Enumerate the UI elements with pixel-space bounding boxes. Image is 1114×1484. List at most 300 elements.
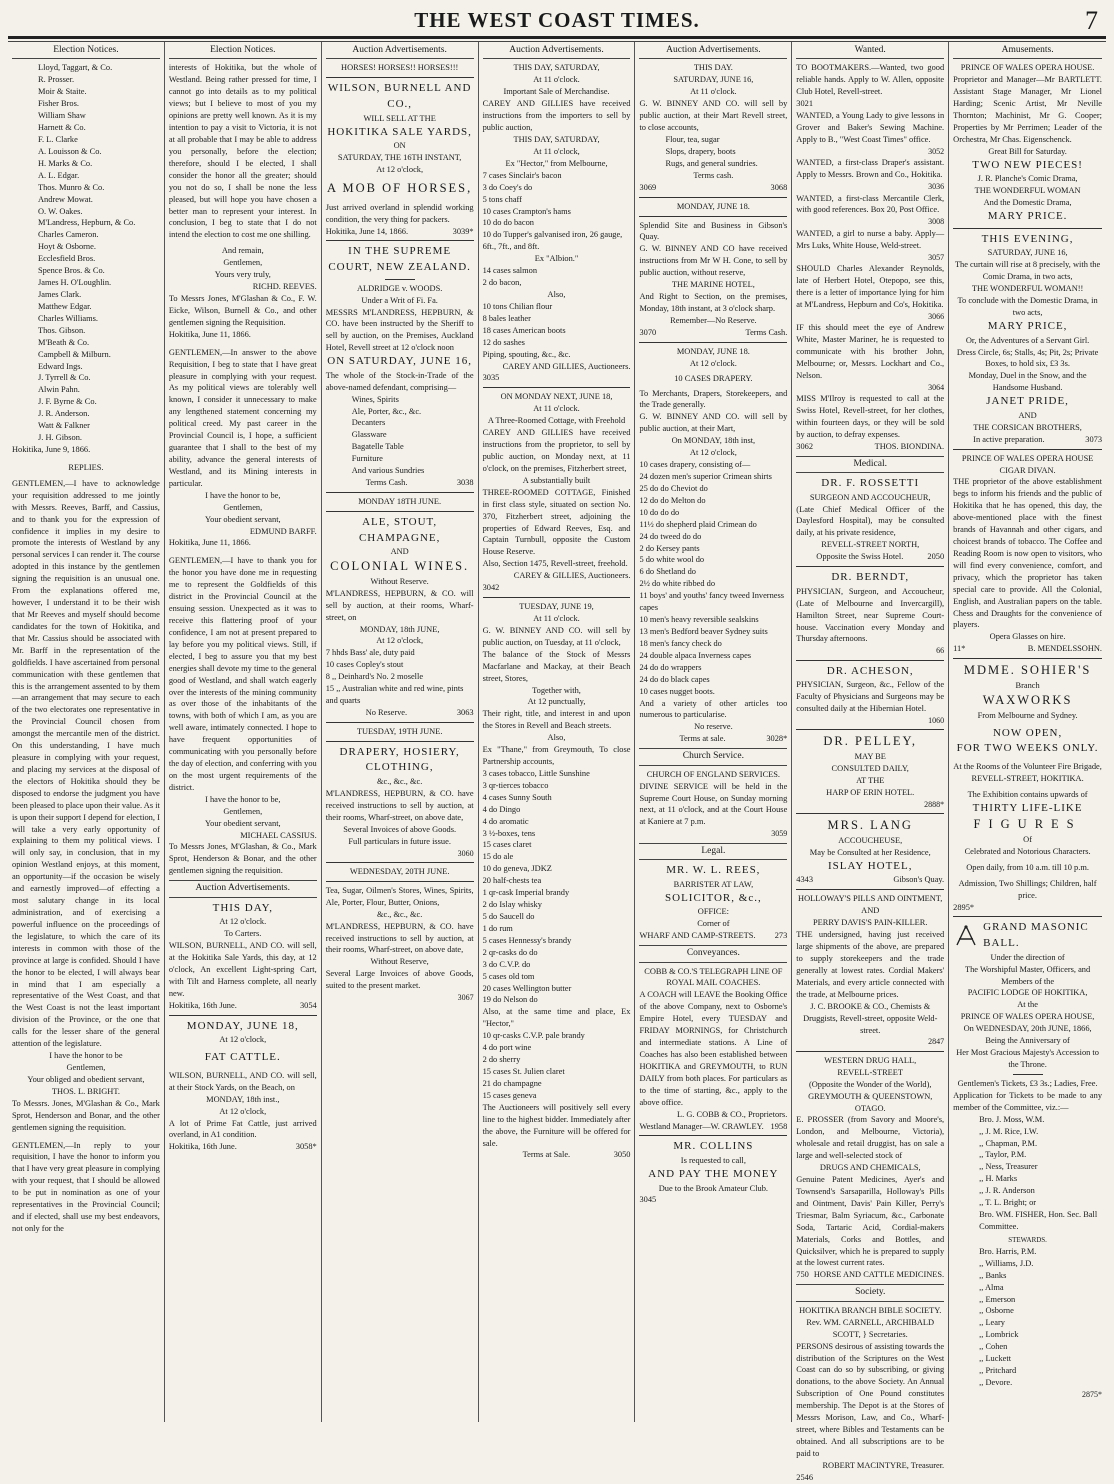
ad-title: COBB & CO.'S TELEGRAPH LINE OF ROYAL MAIL COACHES. (644, 966, 783, 988)
ad-title: DR. F. ROSSETTI (821, 477, 920, 490)
ad-text: &c., &c., &c. (376, 909, 423, 919)
ad-text: MESSRS M'LANDRESS, HEPBURN, & CO. have been instructed by the Sheriff to sell by auction, on the Premises, Auckland Hotel, Revell street at 12 o'clock noon (325, 307, 474, 353)
column-auction-2 (479, 42, 636, 1422)
steward-name: ,, Banks (979, 1270, 1007, 1280)
list-item: 4 cases Sunny South (482, 792, 552, 802)
list-item: 4 do port wine (482, 1043, 532, 1053)
list-item: 24 do do wrappers (639, 662, 702, 672)
ad-text: The curtain will rise at 8 precisely, with the Comic Drama, in two acts, (954, 260, 1101, 282)
ad-title: HOLLOWAY'S PILLS AND OINTMENT, (798, 894, 943, 904)
dateline: Hokitika, June 11, 1866. (168, 329, 251, 339)
ad-subtitle: STEWARDS. (1008, 1235, 1047, 1244)
ad-text: G. W. BINNEY AND CO. will sell by public auction, at their Mart, (639, 412, 788, 434)
ad-footer (796, 551, 944, 563)
ad-text: Genuine Patent Medicines, Ayer's and Townsend's Sarsaparilla, Holloway's Pills and Ointment, Davis' Pain Killer, Perry's Triesmar, Balm Syriacum, &c., Carbonate Soda, Tartaric Acid, Cordial-makers Materials, Corks and Bottles, and Quicksilver, which he is prepared to supply at the lowest current rates. (796, 1175, 945, 1268)
letter-text: GENTLEMEN,—I have to thank you for the honor you have done me in requesting me to represent the Goldfields of this district in the Provincial Council at the ensuing session. Unexpected as it was to receive this flattering proof of your confidence, I am not at present prepared to lay before you my political views. Still, if elected, I beg to assure you that my best energies shall devote my time to the general good of Westland, and shall watch eagerly over the interests of the mining community as over those of the inhabitants of the towns, with both of which I am, as you are well aware, intimately connected. I hope to have frequent opportunities of communicating with you personally before the day of election, and conferring with you on the most urgent requirements of the district. (168, 556, 317, 792)
signatory-name: O. W. Oakes. (38, 206, 83, 216)
divider (326, 881, 474, 882)
divider (169, 1015, 317, 1016)
ad-date: ON MONDAY NEXT, JUNE 18, (500, 392, 613, 402)
ad-text: THE proprietor of the above establishment begs to inform his friends and the public of Hokitika that he has opened, this day, the above-mentioned place with the finest brands of Havannah and other cigars, and choicest brands of tobacco. The Coffee and Reading Room is now open to visitors, who will find every convenience, comfort, and privacy, which the proprietor has taken special care to provide. All the Colonial, English, and Australian papers on the table. Chess and Draughts for the convenience of players. (953, 477, 1103, 630)
ad-text: Open daily, from 10 a.m. till 10 p.m. (966, 862, 1089, 872)
signatory-name: Charles Cameron. (38, 230, 99, 240)
ad-title: PACIFIC LODGE OF HOKITIKA, (967, 988, 1088, 998)
list-item: Furniture (351, 454, 383, 464)
ad-text: Ex "Thane," from Greymouth, To close Partnership accounts, (482, 745, 631, 767)
section-heading: Auction Advertisements. (169, 880, 317, 897)
ad-terms: Terms at Sale. (522, 1150, 571, 1160)
list-item: 10 cases Copley's stout (325, 660, 404, 670)
signatory-name: Edward Ings. (38, 361, 83, 371)
divider (326, 240, 474, 241)
letter-salutation: Gentlemen, (66, 1063, 106, 1072)
steward-name: ,, Luckett (979, 1354, 1012, 1364)
letter-close: I have the honor to be, (205, 794, 281, 804)
ad-headline: HORSES! HORSES!! HORSES!!! (341, 63, 459, 73)
ad-title: PRINCE OF WALES OPERA HOUSE, (960, 1012, 1095, 1022)
signatory-name: Alwin Pahn. (38, 385, 80, 395)
list-item: 5 do white wool do (639, 555, 705, 565)
ad-subtitle: To Carters. (224, 929, 262, 939)
ad-title: PRINCE OF WALES OPERA HOUSE CIGAR DIVAN. (961, 453, 1094, 475)
signatory-name: Campbell & Milburn. (38, 349, 111, 359)
ad-text: Or, the Adventures of a Servant Girl. (965, 335, 1090, 345)
ad-title: MARY PRICE, (987, 319, 1068, 332)
list-item: 24 do tweed do do (639, 531, 702, 541)
committee-member: ,, T. L. Bright; or (979, 1198, 1037, 1208)
item-list (326, 647, 474, 707)
steward-name: ,, Cohen (979, 1342, 1008, 1352)
ad-number: 3068 (770, 182, 788, 192)
ad-text: HORSE AND CATTLE MEDICINES. (813, 1270, 945, 1280)
ad-text: The Worshipful Master, Officers, and (964, 964, 1091, 974)
ad-date: THIS DAY, (212, 901, 273, 914)
ad-date: SATURDAY, JUNE 16, (987, 248, 1068, 258)
ad-text: CAREY AND GILLIES have received instructions from the importers to sell by public auction, (482, 99, 631, 133)
list-item: 2 do Kersey pants (639, 543, 700, 553)
list-item: Glassware (351, 430, 387, 440)
list-item: 2 do Islay whisky (482, 900, 542, 910)
list-item: 15 cases claret (482, 840, 532, 850)
signatory-name: Spence Bros. & Co. (38, 266, 105, 276)
ad-text: Gibson's Quay. (893, 875, 945, 885)
ad-footer (796, 874, 944, 886)
list-item: 24 double alpaca Inverness capes (639, 650, 752, 660)
list-item: 12 do do Melton do (639, 495, 706, 505)
ad-subtitle: Ex "Albion." (534, 254, 579, 264)
list-item: 2½ do white ribbed do (639, 579, 716, 589)
page-columns (8, 42, 1106, 1482)
ad-signature: J. C. BROOKE & CO., Chemists & Druggists, Revell-street, opposite Weld-street. (803, 1001, 938, 1035)
ad-prices: Admission, Two Shillings; Children, half price. (958, 878, 1097, 900)
item-list (639, 471, 787, 698)
letter-servant: Yours very truly, (214, 270, 271, 280)
ad-date: THIS DAY, SATURDAY, (513, 63, 600, 73)
divider (796, 813, 944, 814)
ad-terms: Terms cash. (693, 170, 734, 180)
ad-title: MRS. LANG (827, 818, 913, 833)
wanted-ad: WANTED, a girl to nurse a baby. Apply—Mrs Luks, White House, Weld-street. (796, 228, 945, 250)
ad-text: G. W. BINNEY AND CO have received instructions from Mr W H. Cone, to sell by public auction, without reserve, (639, 244, 788, 278)
steward-name: ,, Pritchard (979, 1366, 1017, 1376)
signatory-name: J. Tyrrell & Co. (38, 373, 91, 383)
ad-text: Just arrived overland in splendid working condition, the very thing for packers. (325, 202, 474, 224)
ad-subtitle: Without Reserve, (370, 957, 429, 967)
steward-name: ,, Alma (979, 1282, 1004, 1292)
letter-text: GENTLEMEN,—In answer to the above Requisition, I beg to state that I have great pleasure in complying with your request. As my political views are tolerably well known, I consider it unnecessary to make any lengthened statement concerning my political creed. My past career in the Provincial Council is, I hope, a sufficient guarantee that I shall to the best of my ability, advance the general interests of Westland, and its Mining interests in particular. (168, 347, 317, 488)
divider (796, 889, 944, 890)
replies-heading: REPLIES. (68, 462, 104, 472)
divider (326, 741, 474, 742)
ad-text: Application for Tickets to be made to any member of the Committee, viz.:— (953, 1090, 1103, 1112)
reply-letter-2: GENTLEMEN,—In reply to your requisition, I have the honor to inform you that I have very great pleasure in complying with your request, that I should be allowed to be put in nomination as one of your representatives in the Provincial Council; and if elected, shall use my best endeavors, not only for the (12, 1140, 160, 1233)
ad-text: And Right to Section, on the premises, Monday, 18th instant, at 3 o'clock sharp. (639, 292, 788, 313)
ad-terms: Terms Cash. (745, 327, 788, 337)
list-item: 14 cases salmon (482, 266, 538, 276)
list-item: 15 cases geneva (482, 1090, 537, 1100)
ad-date: SATURDAY, THE 16TH INSTANT, (337, 153, 462, 163)
column-heading: Amusements. (953, 44, 1102, 59)
ad-number: 2050 (927, 552, 945, 562)
ad-text: AND (390, 547, 409, 557)
column-auction-3 (635, 42, 792, 1422)
ad-text: And the Domestic Drama, (983, 198, 1072, 208)
list-item: 24 dozen men's superior Crimean shirts (639, 471, 772, 481)
ad-footer (169, 1141, 317, 1153)
ad-text: CONSULTED DAILY, (831, 764, 909, 774)
signatory-list (12, 62, 160, 444)
list-item: And various Sundries (351, 466, 425, 476)
list-item: 8 ,, Deinhard's No. 2 moselle (325, 672, 424, 682)
ad-footer (639, 1121, 787, 1133)
item-list (483, 170, 631, 253)
ad-footer (483, 1149, 631, 1161)
signatory-name: James Clark. (38, 290, 82, 299)
ad-text: &c., &c., &c. (376, 777, 423, 787)
ad-signature: CAREY & GILLIES, Auctioneers. (513, 571, 631, 581)
letter-close: I have the honor to be (49, 1051, 123, 1061)
divider (326, 492, 474, 493)
ad-text: At the Rooms of the Volunteer Fire Brigade, (953, 761, 1102, 771)
list-item: 15 do ale (482, 852, 514, 862)
ad-text: At the (1017, 1000, 1038, 1010)
list-item: 3 ½-boxes, tens (482, 828, 536, 838)
list-item: 2 qr-casks do do (482, 947, 538, 957)
masthead (8, 6, 1106, 36)
ad-date: On MONDAY, 18th inst, (671, 436, 756, 446)
ad-number: 3063 (456, 707, 474, 717)
ad-title: WESTERN DRUG HALL, (824, 1055, 917, 1065)
ad-prices: Gentlemen's Tickets, £3 3s.; Ladies, Free. (957, 1078, 1098, 1088)
ad-text: Opposite the Swiss Hotel. (816, 552, 904, 562)
ad-date: WEDNESDAY, 20TH JUNE. (349, 866, 450, 876)
item-list (326, 394, 474, 477)
ad-number: 66 (936, 646, 945, 656)
list-item: 5 tons chaff (482, 194, 522, 204)
list-item: 10 cases Crampton's hams (482, 206, 571, 216)
ad-date: TUESDAY, 19TH JUNE. (356, 726, 443, 736)
list-item: 6 do Shetland do (639, 567, 696, 577)
list-item: 19 do Nelson do (482, 995, 538, 1005)
ad-signature: CAREY AND GILLIES, Auctioneers. (502, 361, 631, 371)
dateline: Hokitika, June 11, 1866. (168, 538, 251, 548)
ad-date: MONDAY, 18th JUNE, (359, 624, 440, 634)
wanted-ad: WANTED, a first-class Mercantile Clerk, with good references. Box 20, Post Office. (796, 193, 945, 215)
letter-addressees: To Messrs Jones, M'Glashan & Co., F. W. Eicke, Wilson, Burnell & Co., and other gentlemen signing the Requisition. (168, 294, 317, 327)
list-item: 20 cases Wellington butter (482, 983, 572, 993)
ad-number: 2888* (924, 799, 945, 809)
list-item: 10 men's heavy reversible sealskins (639, 615, 759, 625)
ad-subtitle: ACCOUCHEUSE, (838, 836, 903, 846)
section-heading: Church Service. (639, 748, 787, 765)
ad-subtitle: Important Sale of Merchandise. (503, 87, 610, 97)
ad-time: At 11 o'clock. (690, 87, 737, 97)
steward-name: Bro. Harris, P.M. (979, 1246, 1037, 1256)
signatory-name: J. F. Byrne & Co. (38, 397, 97, 407)
ad-number: 3052 (928, 146, 945, 156)
ad-date: THIS DAY. (693, 63, 733, 73)
letter-signature: THOS. L. BRIGHT. (51, 1086, 120, 1096)
ad-number: 3058* (295, 1142, 317, 1152)
wanted-ad: WANTED, a Young Lady to give lessons in Grover and Baker's Sewing Machine. Apply to B., "West Coast Times" office. (796, 111, 945, 145)
letter-signature: EDMUND BARFF. (249, 526, 317, 536)
list-item: Piping, spouting, &c., &c. (482, 349, 571, 359)
ad-number: 3069 (639, 182, 657, 192)
ad-text: REVELL-STREET NORTH, (821, 540, 920, 550)
ad-title: DR. BERNDT, (831, 571, 910, 584)
list-item: 3 cases tobacco, Little Sunshine (482, 768, 590, 778)
signatory-name: Thos. Munro & Co. (38, 182, 105, 192)
ad-text: Together with, (532, 685, 581, 695)
ad-title: THE WONDERFUL WOMAN!! (971, 284, 1084, 294)
ad-text: Also, Section 1475, Revell-street, freehold. (482, 559, 628, 569)
divider (953, 658, 1102, 659)
ad-title: IN THE SUPREME COURT, NEW ZEALAND. (328, 245, 471, 274)
ad-text: DIVINE SERVICE will be held in the Supreme Court House, on Sunday morning next, at 11 o'clock, and at the Court House at Kaniere at 7 p.m. (639, 781, 788, 827)
column-heading: Auction Advertisements. (639, 44, 787, 59)
ad-title: FIGURES (973, 817, 1082, 832)
ad-text: G. W. BINNEY AND CO. will sell by public auction, at their Mart Revell street, to close accounts, (639, 99, 788, 133)
ad-date: MONDAY, JUNE 18, (186, 1019, 299, 1032)
list-item: 24 do do black capes (639, 674, 710, 684)
ad-text: Proprietor and Manager—Mr BARTLETT. Assistant Stage Manager, Mr Lionel Harding; Scenic Artist, Mr Neville Thornton; Machinist, Mr G. Cooper; Properties by Mr Perrimen; Leader of the Orchestra, Mr Chas. Eigenschenck. (953, 75, 1103, 145)
ad-text: M'LANDRESS, HEPBURN, & CO. have received instructions to sell by auction, at their rooms, Wharf-street, on above date, (325, 921, 474, 955)
ad-text: Full particulars in future issue. (348, 836, 451, 846)
ad-text: PHYSICIAN, Surgeon, and Accoucheur, (Late of Melbourne and Invercargill), Hamilton Street, near Supreme Court-house. Vaccination every Monday and Thursday afternoons. (796, 586, 945, 644)
list-item: Wines, Spirits (351, 394, 399, 404)
list-item: 5 do Saucell do (482, 912, 535, 922)
ad-text: Also, (547, 733, 566, 743)
ad-text: The Exhibition contains upwards of (967, 789, 1088, 799)
ad-title: FAT CATTLE. (204, 1051, 281, 1064)
column-heading: Election Notices. (12, 44, 160, 59)
committee-member: ,, Ness, Treasurer (979, 1162, 1038, 1172)
steward-name: ,, Devore. (979, 1377, 1013, 1387)
ad-text: (Late Chief Medical Officer of the Daylesford Hospital), may be consulted daily, at his private residence, (796, 504, 945, 538)
ad-title: SOLICITOR, &c., (665, 891, 762, 904)
ad-title: COLONIAL WINES. (330, 559, 470, 574)
ad-number: 3039* (452, 226, 474, 236)
ad-title: MR. W. L. REES, (666, 864, 761, 877)
list-item: 5 cases old tom (482, 971, 535, 981)
letter-close: I have the honor to be, (205, 490, 281, 500)
ad-title: GRAND MASONIC BALL. (983, 921, 1089, 950)
ad-text: Members of the (1001, 976, 1055, 986)
ad-footer (169, 1000, 317, 1012)
steward-name: ,, Emerson (979, 1294, 1016, 1304)
divider (953, 916, 1102, 917)
ad-text: Monday, Duel in the Snow, and the Handsome Husband. (968, 371, 1087, 393)
ad-number: 3054 (299, 1000, 317, 1010)
list-item: 7 cases Sinclair's bacon (482, 170, 562, 180)
ad-text: 10 cases drapery, consisting of— (639, 460, 751, 470)
section-heading: Medical. (796, 456, 944, 473)
ad-time: At 11 o'clock. (533, 404, 580, 414)
steward-name: ,, Williams, J.D. (979, 1258, 1034, 1268)
ad-terms: No Reserve. (365, 707, 408, 717)
column-heading: Auction Advertisements. (326, 44, 474, 59)
ad-text: Being the Anniversary of (985, 1036, 1070, 1046)
committee-member: ,, Chapman, P.M. (979, 1138, 1038, 1148)
ad-text: PERSONS desirous of assisting towards the distribution of the Scriptures on the West Coast can do so by subscribing, or giving donations, to the above Society. An Annual Subscription of One Pound constitutes membership. The Depot is at the Stores of Messrs Morison, Law, and Co., Wharf-street, where Bibles and Testaments can be obtained. And all subscriptions are to be paid to (796, 1341, 945, 1458)
list-item: 20 half-chests tea (482, 876, 542, 886)
ad-text: MAY BE (854, 752, 886, 762)
signatory-name: Charles Williams. (38, 313, 98, 323)
ad-footer (639, 327, 787, 339)
wanted-ad: MISS M'Ilroy is requested to call at the Swiss Hotel, Revell-street, for her clothes, within fourteen days, or they will be sold by auction, to defray expenses. (796, 393, 945, 439)
ad-number: 3050 (613, 1150, 631, 1160)
ad-signature: L. G. COBB & CO., Proprietors. (677, 1109, 788, 1119)
list-item: 10 do geneva, JDKZ (482, 864, 552, 874)
ad-text: A COACH will LEAVE the Booking Office of the above Company, next to Osborne's Empire Hotel, every TUESDAY and FRIDAY MORNINGS, for Christchurch and intermediate stations. A Line of Coaches has also been established between HOKITIKA and GREYMOUTH, to RUN DAILY from both places. For particulars as to the time of starting, &c., apply to the above office. (639, 990, 788, 1107)
ad-signature: B. MENDELSSOHN. (1027, 644, 1103, 654)
ad-time: At 12 o'clock, (689, 448, 737, 458)
signatory-name: Andrew Mowat. (38, 194, 93, 204)
signatory-name: Harnett & Co. (38, 123, 86, 133)
letter-signature: MICHAEL CASSIUS. (240, 830, 317, 840)
ad-text: Several Invoices of above Goods. (343, 824, 457, 834)
ad-title: MARY PRICE. (987, 210, 1068, 223)
ad-footer (953, 434, 1102, 446)
ad-text: ON (393, 141, 406, 151)
ad-text: To Merchants, Drapers, Storekeepers, and the Trade generally. (639, 388, 788, 410)
ad-text: The whole of the Stock-in-Trade of the above-named defendant, comprising— (325, 370, 474, 392)
ad-time: At 12 o'clock, (376, 636, 424, 646)
item-list (483, 1030, 631, 1102)
ad-text: A lot of Prime Fat Cattle, just arrived overland, in A1 condition. (168, 1118, 317, 1140)
ad-number: 3066 (928, 311, 945, 321)
ad-number: 3067 (457, 993, 474, 1003)
ad-title: WAXWORKS (982, 692, 1073, 707)
ad-date: TUESDAY, JUNE 19, (519, 602, 594, 612)
ad-text: E. PROSSER (from Savory and Moore's, London, and Melbourne, Victoria), wholesale and retail druggist, has on sale a large and well-selected stock of (796, 1115, 945, 1161)
divider (953, 449, 1102, 450)
ad-text: CAREY AND GILLIES have received instructions from the proprietor, to sell by public auction, on Monday next, at 11 o'clock, on the premises, Fitzherbert street, (482, 428, 631, 473)
ad-title: ALE, STOUT, CHAMPAGNE, (358, 515, 441, 544)
ad-text: WILSON, BURNELL, AND CO. will sell, at their Stock Yards, on the Beach, on (168, 1070, 317, 1092)
ad-title: AND PAY THE MONEY (648, 1167, 779, 1180)
section-heading: Society. (796, 1284, 944, 1301)
letter-addressees: To Messrs. Jones, M'Glashan & Co., Mark Sprot, Henderson and Bonar, and the other gentlemen signing the requisition. (12, 1098, 160, 1132)
ad-text: Also, at the same time and place, Ex "Hector," (482, 1007, 631, 1029)
ad-text: WILL SELL AT THE (363, 113, 436, 123)
ad-footer (953, 643, 1102, 655)
list-item: 8 bales leather (482, 313, 531, 323)
divider (796, 729, 944, 730)
ad-number: 2546 (796, 1472, 814, 1482)
column-heading: Wanted. (796, 44, 944, 59)
ad-text: Rev. WM. CARNELL, ARCHIBALD SCOTT, } Secretaries. (806, 1317, 935, 1339)
letter-salutation: Gentlemen, (223, 258, 263, 268)
ad-date: MONDAY, 18th inst., (206, 1094, 280, 1104)
ad-title: HOKITIKA SALE YARDS, (327, 125, 472, 138)
ad-footer (796, 1269, 944, 1281)
ad-footer (639, 733, 787, 745)
wanted-ad: SHOULD Charles Alexander Reynolds, late of Herbert Hotel, Otepopo, see this, there is a letter of importance lying for him at M'Landress, Hepburn and Co's, Hokitika. (796, 263, 945, 309)
ad-text: Of (1023, 834, 1032, 844)
ad-text: AND (861, 906, 880, 916)
ad-number: 1060 (928, 716, 945, 726)
ad-number: 3062 (796, 441, 814, 451)
list-item: 13 men's Bedford beaver Sydney suits (639, 626, 768, 636)
ad-number: 2875* (1082, 1389, 1103, 1399)
letter-text: interests of Hokitika, but the whole of Westland. Being rather pressed for time, I cannot go into details as to my political views; but I believe to most of you my opinions are pretty well known. As it is my intention to pay a visit to Victoria, it is not at all probable that I may be able to address you personally, before the election; therefore, should I be elected, I shall consider the honor all the greater; should you not do so, I shall be none the less pleased, but will hope you have chosen a better man to represent your interest. In conclusion, I beg to state that I do not intend the election to cost me one shilling. (168, 63, 317, 240)
ad-text: G. W. BINNEY AND CO. will sell by public auction, on Tuesday, at 11 o'clock, (482, 625, 631, 647)
ad-time: At 11 o'clock. (533, 613, 580, 623)
ad-date: MONDAY, JUNE 18. (676, 346, 750, 356)
divider (483, 387, 631, 388)
divider (796, 660, 944, 661)
ad-text: Corner of (697, 919, 730, 929)
divider (639, 216, 787, 217)
list-item: 2 do bacon, (482, 278, 522, 288)
list-item: 1 qr-cask Imperial brandy (482, 888, 570, 898)
item-list (483, 768, 631, 1006)
section-heading: Legal. (639, 843, 787, 860)
ad-text: And a variety of other articles too numerous to particularise. (639, 698, 788, 720)
divider (326, 511, 474, 512)
list-item: 21 do champagne (482, 1078, 542, 1088)
committee-member: ,, H. Marks (979, 1174, 1018, 1184)
signatory-name: Watt & Falkner (38, 421, 90, 431)
letter-close: And remain, (221, 246, 264, 256)
list-item: 12 do sashes (482, 337, 525, 347)
ad-text: WHARF AND CAMP-STREETS. (639, 931, 756, 941)
ad-number: 3021 (796, 99, 814, 109)
list-item: 15 ,, Australian white and red wine, pints and quarts (325, 684, 464, 706)
ad-title: JANET PRIDE, (986, 395, 1069, 408)
list-item: 4 do Dingo (482, 804, 521, 814)
list-item: Flour, tea, sugar (665, 135, 720, 145)
ad-subtitle: Without Reserve. (370, 576, 429, 586)
ad-title: PRINCE OF WALES OPERA HOUSE. (960, 63, 1095, 73)
divider (953, 228, 1102, 229)
column-amusements (949, 42, 1106, 1422)
wanted-ad: IF this should meet the eye of Andrew White, Master Mariner, he is requested to communicate with his brother John, Melbourne; or, Messrs. Lockhart and Co., Nelson. (796, 322, 945, 380)
ad-number: 3057 (928, 252, 945, 262)
list-item: 18 men's fancy check do (639, 638, 722, 648)
ad-text: The Auctioneers will positively sell every line to the highest bidder. Immediately after the above, the Furniture will be offered for sale. (482, 1102, 631, 1148)
list-item: 10 do do do (639, 507, 680, 517)
ad-title: CHURCH OF ENGLAND SERVICES. (646, 769, 781, 779)
list-item: 15 cases St. Julien claret (482, 1067, 565, 1076)
list-item: 3 do Coey's do (482, 182, 533, 192)
list-item: 10 tons Chilian flour (482, 301, 553, 311)
divider (639, 342, 787, 343)
list-item: 11 boys' and youths' fancy tweed Inverness capes (639, 591, 785, 613)
ad-date: SATURDAY, JUNE 16, (673, 75, 754, 85)
ad-date: MONDAY, JUNE 18. (676, 201, 750, 211)
